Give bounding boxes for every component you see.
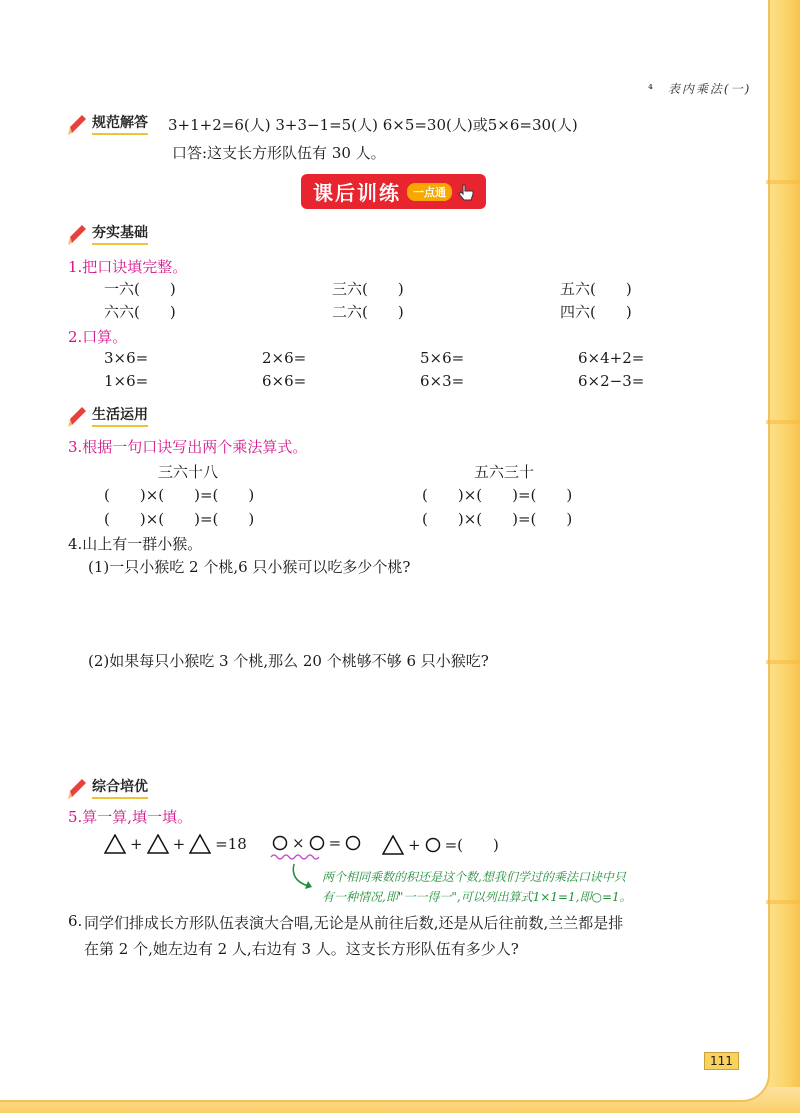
section-apply — [68, 404, 148, 427]
q5-equation-1: + + =18 — [104, 834, 247, 854]
hint-arrow-icon — [288, 862, 314, 892]
triangle-icon — [147, 834, 169, 854]
q1-item: 一六( ) — [104, 280, 176, 298]
section-basic-label: 夯实基础 — [92, 222, 148, 245]
q1-item: 六六( ) — [104, 303, 176, 321]
q5-equation-3: + =( ) — [382, 834, 499, 855]
edge-stripe — [766, 420, 800, 424]
header — [648, 78, 751, 97]
q3-blank: ( )×( )=( ) — [422, 510, 573, 528]
section-basic — [68, 222, 148, 245]
q3-left-rhyme: 三六十八 — [158, 463, 219, 481]
q2-item: 6×3= — [420, 372, 465, 390]
q6-number: 6. — [68, 912, 83, 930]
circle-icon — [309, 835, 325, 851]
q4-part1: (1)一只小猴吃 2 个桃,6 只小猴可以吃多少个桃? — [88, 558, 411, 576]
pencil-icon — [68, 777, 88, 799]
q5-eq3-result: =( ) — [444, 836, 499, 854]
edge-stripe — [766, 660, 800, 664]
q1-item: 二六( ) — [332, 303, 404, 321]
q3-title: 3.根据一句口诀写出两个乘法算式。 — [68, 438, 308, 456]
q2-item: 3×6= — [104, 349, 149, 367]
q1-item: 五六( ) — [560, 280, 632, 298]
q2-item: 5×6= — [420, 349, 465, 367]
section-advanced — [68, 776, 148, 799]
q6-line2: 在第 2 个,她左边有 2 人,右边有 3 人。这支长方形队伍有多少人? — [84, 940, 519, 958]
q2-item: 6×6= — [262, 372, 307, 390]
after-class-banner — [301, 174, 486, 209]
banner-title: 课后训练 — [313, 181, 401, 205]
wavy-underline — [270, 853, 322, 861]
edge-stripe — [766, 900, 800, 904]
triangle-icon — [189, 834, 211, 854]
q1-item: 三六( ) — [332, 280, 404, 298]
model-answer-head — [68, 112, 148, 135]
circle-icon — [272, 835, 288, 851]
model-answer-line2: 口答:这支长方形队伍有 30 人。 — [172, 144, 386, 162]
q2-title: 2.口算。 — [68, 328, 128, 346]
q5-equation-2: × = — [272, 834, 361, 852]
banner-subtitle: 一点通 — [407, 183, 452, 201]
pencil-icon — [68, 223, 88, 245]
section-apply-label: 生活运用 — [92, 404, 148, 427]
q3-right-rhyme: 五六三十 — [474, 463, 535, 481]
q3-blank: ( )×( )=( ) — [422, 486, 573, 504]
q4-title: 4.山上有一群小猴。 — [68, 535, 203, 553]
q2-item: 2×6= — [262, 349, 307, 367]
q5-hint-line1: 两个相同乘数的积还是这个数,想我们学过的乘法口诀中只 — [322, 870, 626, 884]
q1-title: 1.把口诀填完整。 — [68, 258, 188, 276]
triangle-icon — [104, 834, 126, 854]
pencil-icon — [68, 113, 88, 135]
model-answer-line1: 3+1+2=6(人) 3+3−1=5(人) 6×5=30(人)或5×6=30(人) — [168, 116, 578, 134]
edge-stripe — [766, 180, 800, 184]
q3-blank: ( )×( )=( ) — [104, 510, 255, 528]
q5-hint-line2: 有一种情况,即"一一得一",可以列出算式1×1=1,即○=1。 — [322, 890, 632, 904]
circle-icon — [425, 837, 441, 853]
pointer-hand-icon — [458, 183, 474, 201]
page-number: 111 — [704, 1052, 739, 1070]
pencil-icon — [68, 405, 88, 427]
triangle-icon — [382, 835, 404, 855]
q6-line1: 同学们排成长方形队伍表演大合唱,无论是从前往后数,还是从后往前数,兰兰都是排 — [84, 914, 624, 932]
q3-blank: ( )×( )=( ) — [104, 486, 255, 504]
header-mark: ⁴ — [648, 82, 653, 96]
q4-part2: (2)如果每只小猴吃 3 个桃,那么 20 个桃够不够 6 只小猴吃? — [88, 652, 489, 670]
circle-icon — [345, 835, 361, 851]
q5-title: 5.算一算,填一填。 — [68, 808, 193, 826]
q5-eq1-result: =18 — [215, 835, 247, 853]
model-answer-label: 规范解答 — [92, 112, 148, 135]
q2-item: 6×2−3= — [578, 372, 645, 390]
q2-item: 6×4+2= — [578, 349, 645, 367]
section-advanced-label: 综合培优 — [92, 776, 148, 799]
q2-item: 1×6= — [104, 372, 149, 390]
chapter-title: 表内乘法(一) — [667, 82, 752, 96]
q1-item: 四六( ) — [560, 303, 632, 321]
